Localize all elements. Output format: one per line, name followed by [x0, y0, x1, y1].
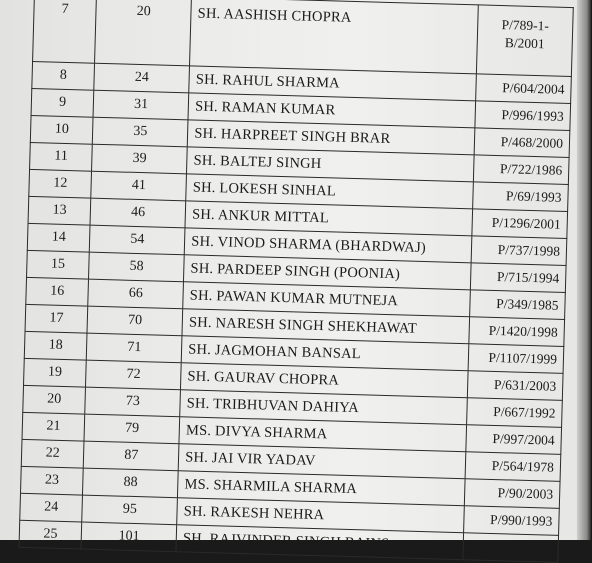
- serial-number-cell: 15: [27, 250, 90, 279]
- serial-number-cell: 18: [24, 331, 87, 360]
- list-number-cell: 24: [94, 63, 190, 93]
- serial-number-cell: 7: [33, 0, 97, 63]
- member-name-cell: SH. TRIBHUVAN DAHIYA: [180, 390, 467, 425]
- serial-number-cell: 24: [20, 493, 83, 522]
- list-number-cell: 41: [91, 171, 187, 201]
- registration-number-cell: P/1107/1999: [468, 344, 564, 374]
- list-number-cell: 71: [87, 333, 183, 363]
- serial-number-cell: 23: [20, 466, 83, 495]
- member-name-cell: MS. DIVYA SHARMA: [179, 417, 466, 452]
- member-name-cell: SH. PAWAN KUMAR MUTNEJA: [183, 282, 470, 317]
- members-table-body: [19, 0, 573, 562]
- registration-number-cell: P/990/1993: [464, 506, 560, 536]
- list-number-cell: 54: [90, 225, 186, 255]
- registration-number-cell: P/789-1-B/2001: [476, 5, 573, 77]
- registration-number-cell: P/667/1992: [467, 398, 563, 428]
- page-edge-shadow: [577, 0, 591, 540]
- serial-number-cell: 19: [24, 358, 87, 387]
- member-name-cell: SH. ANKUR MITTAL: [185, 201, 472, 236]
- serial-number-cell: 21: [22, 412, 85, 441]
- list-number-cell: 88: [83, 468, 179, 498]
- registration-number-cell: P/996/1993: [475, 101, 571, 131]
- serial-number-cell: 8: [32, 61, 95, 90]
- registration-number-cell: P/604/2004: [476, 74, 572, 104]
- registration-number-cell: P/1420/1998: [469, 317, 565, 347]
- serial-number-cell: 14: [27, 223, 90, 252]
- serial-number-cell: 13: [28, 196, 91, 225]
- members-table: [18, 0, 573, 563]
- registration-number-cell: P/468/2000: [474, 128, 570, 158]
- list-number-cell: 39: [92, 144, 188, 174]
- list-number-cell: 95: [82, 495, 178, 525]
- registration-number-cell: P/69/1993: [473, 182, 569, 212]
- list-number-cell: 20: [95, 0, 192, 66]
- list-number-cell: 66: [88, 279, 184, 309]
- member-name-cell: SH. VINOD SHARMA (BHARDWAJ): [184, 228, 471, 263]
- member-name-cell: SH. AASHISH CHOPRA: [190, 0, 479, 74]
- registration-number-cell: P/349/1985: [470, 290, 566, 320]
- serial-number-cell: 22: [21, 439, 84, 468]
- list-number-cell: 58: [89, 252, 185, 282]
- member-name-cell: SH. BALTEJ SINGH: [187, 147, 474, 182]
- list-number-cell: 72: [86, 360, 182, 390]
- registration-number-cell: P/737/1998: [471, 236, 567, 266]
- serial-number-cell: 17: [25, 304, 88, 333]
- registration-number-cell: P/715/1994: [470, 263, 566, 293]
- member-name-cell: SH. RAHUL SHARMA: [189, 66, 476, 101]
- registration-number-cell: P/722/1986: [473, 155, 569, 185]
- member-name-cell: MS. SHARMILA SHARMA: [178, 471, 465, 506]
- member-name-cell: SH. HARPREET SINGH BRAR: [187, 120, 474, 155]
- serial-number-cell: 10: [30, 115, 93, 144]
- member-name-cell: SH. RAJVINDER SINGH BAINS: [176, 525, 463, 560]
- registration-number-cell: P/997/2004: [466, 425, 562, 455]
- serial-number-cell: 11: [30, 142, 93, 171]
- member-name-cell: SH. LOKESH SINHAL: [186, 174, 473, 209]
- registration-number-cell: [463, 533, 559, 563]
- serial-number-cell: 9: [31, 88, 94, 117]
- member-name-cell: SH. PARDEEP SINGH (POONIA): [184, 255, 471, 290]
- member-name-cell: SH. JAGMOHAN BANSAL: [181, 336, 468, 371]
- registration-number-cell: P/631/2003: [467, 371, 563, 401]
- registration-number-cell: P/90/2003: [464, 479, 560, 509]
- member-name-cell: SH. RAMAN KUMAR: [188, 93, 475, 128]
- member-name-cell: SH. JAI VIR YADAV: [178, 444, 465, 479]
- serial-number-cell: 16: [26, 277, 89, 306]
- serial-number-cell: 25: [19, 520, 82, 549]
- list-sheet: [18, 0, 591, 563]
- registration-number-cell: P/1296/2001: [472, 209, 568, 239]
- serial-number-cell: 12: [29, 169, 92, 198]
- list-number-cell: 35: [93, 117, 189, 147]
- list-number-cell: 31: [93, 90, 189, 120]
- list-number-cell: 87: [83, 441, 179, 471]
- list-number-cell: 70: [87, 306, 183, 336]
- member-name-cell: SH. GAURAV CHOPRA: [181, 363, 468, 398]
- registration-number-cell: P/564/1978: [465, 452, 561, 482]
- list-number-cell: 101: [81, 522, 177, 552]
- member-name-cell: SH. RAKESH NEHRA: [177, 498, 464, 533]
- serial-number-cell: 20: [23, 385, 86, 414]
- member-name-cell: SH. NARESH SINGH SHEKHAWAT: [182, 309, 469, 344]
- list-number-cell: 73: [85, 387, 181, 417]
- list-number-cell: 79: [84, 414, 180, 444]
- list-number-cell: 46: [90, 198, 186, 228]
